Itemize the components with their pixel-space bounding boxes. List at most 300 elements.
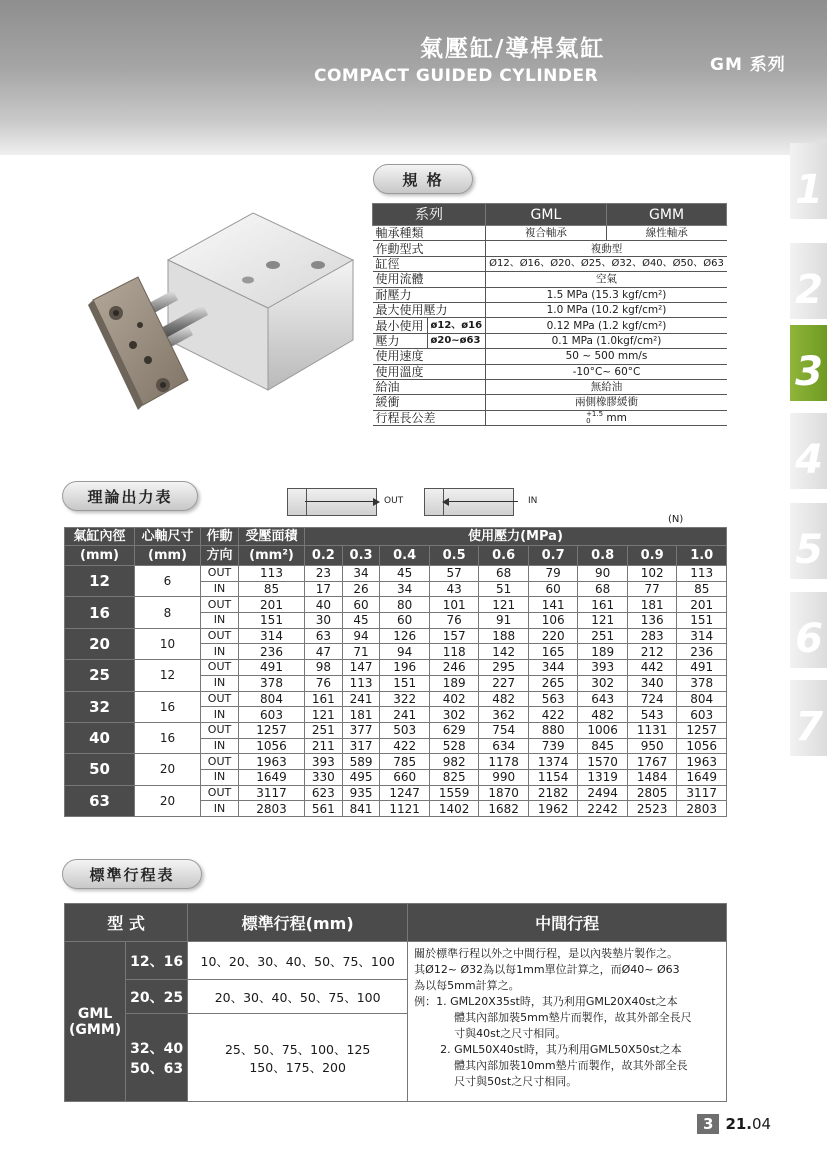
force-row [65, 628, 727, 644]
force-value-cell: 43 [429, 581, 479, 597]
force-value-cell: 1962 [528, 801, 578, 817]
side-tab-5[interactable]: 5 [790, 503, 827, 579]
area-cell: 151 [239, 613, 305, 629]
side-tab-7[interactable]: 7 [790, 680, 827, 756]
page-title-en: COMPACT GUIDED CYLINDER [314, 66, 599, 86]
area-cell: 1963 [239, 754, 305, 770]
force-value-cell: 283 [627, 628, 677, 644]
rod-cell: 8 [135, 597, 201, 628]
force-value-cell: 1682 [479, 801, 529, 817]
area-cell: 236 [239, 644, 305, 660]
force-value-cell: 629 [429, 722, 479, 738]
stroke-values [188, 1014, 408, 1102]
spec-row [373, 395, 727, 410]
force-value-cell: 34 [342, 566, 380, 582]
direction-cell: IN [201, 707, 239, 723]
force-value-cell: 181 [342, 707, 380, 723]
force-value-cell: 47 [305, 644, 343, 660]
out-arrow [305, 501, 373, 502]
force-value-cell: 91 [479, 613, 529, 629]
series-tag: GM 系列 [710, 55, 786, 75]
force-value-cell: 422 [528, 707, 578, 723]
spec-table [372, 203, 727, 426]
note-line: 其Ø12~ Ø32為以每1mm單位計算之，而Ø40~ Ø63 [414, 963, 680, 976]
area-cell: 1257 [239, 722, 305, 738]
force-value-cell: 754 [479, 722, 529, 738]
force-value-cell: 589 [342, 754, 380, 770]
spec-value: 0.1 MPa (1.0kgf/cm²) [486, 333, 727, 348]
force-row [65, 597, 727, 613]
force-value-cell: 94 [380, 644, 430, 660]
spec-header-series: 系列 [373, 204, 486, 226]
force-value-cell: 126 [380, 628, 430, 644]
force-value-cell: 196 [380, 660, 430, 676]
header-pressure-value: 0.6 [479, 546, 529, 566]
direction-cell: IN [201, 581, 239, 597]
rod-cell: 16 [135, 722, 201, 753]
force-value-cell: 845 [578, 738, 628, 754]
force-value-cell: 57 [429, 566, 479, 582]
force-value-cell: 1559 [429, 785, 479, 801]
in-direction-cylinder [424, 488, 514, 516]
bore-cell: 50 [65, 754, 135, 785]
note-line: 寸與40st之尺寸相同。 [454, 1027, 567, 1040]
page-number-main: 21. [725, 1115, 753, 1133]
force-value-cell: 302 [429, 707, 479, 723]
force-value-cell: 314 [677, 628, 727, 644]
force-value-cell: 30 [305, 613, 343, 629]
spec-value: 0.12 MPa (1.2 kgf/cm²) [486, 318, 727, 333]
stroke-bores-line: 50、63 [130, 1060, 184, 1077]
note-line: 例：1. GML20X35st時，其乃利用GML20X40st之本 [414, 995, 678, 1008]
force-row [65, 691, 727, 707]
force-value-cell: 45 [342, 613, 380, 629]
force-value-cell: 71 [342, 644, 380, 660]
force-value-cell: 181 [627, 597, 677, 613]
spec-row [373, 379, 727, 394]
force-value-cell: 528 [429, 738, 479, 754]
spec-row [373, 364, 727, 379]
stroke-model [65, 942, 126, 1102]
force-value-cell: 1374 [528, 754, 578, 770]
force-value-cell: 142 [479, 644, 529, 660]
area-cell: 1056 [239, 738, 305, 754]
area-cell: 378 [239, 675, 305, 691]
force-value-cell: 2182 [528, 785, 578, 801]
out-direction-cylinder [287, 488, 377, 516]
side-tab-3[interactable]: 3 [790, 325, 827, 401]
force-value-cell: 241 [342, 691, 380, 707]
force-value-cell: 151 [380, 675, 430, 691]
force-value-cell: 378 [677, 675, 727, 691]
direction-cell: IN [201, 613, 239, 629]
in-label: IN [528, 496, 538, 506]
spec-label: 給油 [373, 379, 486, 394]
force-value-cell: 804 [677, 691, 727, 707]
rod-cell: 16 [135, 691, 201, 722]
force-value-cell: 188 [479, 628, 529, 644]
spec-header-gml: GML [486, 204, 607, 226]
spec-value: 50 ~ 500 mm/s [486, 349, 727, 364]
force-value-cell: 76 [429, 613, 479, 629]
force-value-cell: 935 [342, 785, 380, 801]
header-pressure-value: 0.7 [528, 546, 578, 566]
spec-section-title: 規 格 [373, 164, 473, 194]
spec-sub-label: ø12、ø16 [427, 318, 486, 333]
force-value-cell: 23 [305, 566, 343, 582]
spec-row [373, 226, 727, 241]
force-row [65, 660, 727, 676]
spec-value: 1.5 MPa (15.3 kgf/cm²) [486, 287, 727, 302]
force-value-cell: 982 [429, 754, 479, 770]
force-value-cell: 317 [342, 738, 380, 754]
stroke-values: 10、20、30、40、50、75、100 [188, 942, 408, 980]
force-value-cell: 76 [305, 675, 343, 691]
force-value-cell: 1963 [677, 754, 727, 770]
spec-row [373, 302, 727, 317]
force-value-cell: 825 [429, 769, 479, 785]
header-pressure-value: 0.9 [627, 546, 677, 566]
force-value-cell: 34 [380, 581, 430, 597]
header-pressure: 使用壓力(MPa) [305, 528, 727, 546]
spec-row [373, 349, 727, 364]
page-number-sub: 04 [752, 1115, 772, 1133]
spec-label: 使用流體 [373, 272, 486, 287]
force-value-cell: 113 [342, 675, 380, 691]
rod-cell: 20 [135, 785, 201, 816]
force-value-cell: 121 [479, 597, 529, 613]
header-pressure-value: 0.8 [578, 546, 628, 566]
out-label: OUT [384, 496, 404, 506]
force-value-cell: 246 [429, 660, 479, 676]
force-value-cell: 1154 [528, 769, 578, 785]
page-section-number: 3 [697, 1114, 719, 1134]
force-row [65, 566, 727, 582]
force-value-cell: 1767 [627, 754, 677, 770]
force-value-cell: 45 [380, 566, 430, 582]
direction-cell: IN [201, 801, 239, 817]
force-value-cell: 77 [627, 581, 677, 597]
spec-value: 空氣 [486, 272, 727, 287]
stroke-bores [126, 1014, 188, 1102]
stroke-table [64, 903, 727, 1102]
force-value-cell: 491 [677, 660, 727, 676]
force-value-cell: 393 [578, 660, 628, 676]
area-cell: 201 [239, 597, 305, 613]
side-tab-2[interactable]: 2 [790, 243, 827, 319]
force-value-cell: 94 [342, 628, 380, 644]
force-value-cell: 1178 [479, 754, 529, 770]
spec-value-tolerance [486, 410, 727, 425]
force-value-cell: 189 [429, 675, 479, 691]
force-value-cell: 295 [479, 660, 529, 676]
force-row [65, 785, 727, 801]
force-value-cell: 265 [528, 675, 578, 691]
force-value-cell: 1006 [578, 722, 628, 738]
note-line: 關於標準行程以外之中間行程，是以內裝墊片製作之。 [414, 947, 679, 960]
spec-label: 壓力 [373, 333, 428, 348]
force-value-cell: 51 [479, 581, 529, 597]
spec-value: 兩側橡膠緩衝 [486, 395, 727, 410]
stroke-header-model: 型 式 [65, 904, 188, 942]
direction-cell: OUT [201, 754, 239, 770]
tolerance-unit: mm [606, 411, 627, 424]
bore-cell: 20 [65, 628, 135, 659]
side-tab-1[interactable]: 1 [790, 143, 827, 219]
force-value-cell: 60 [380, 613, 430, 629]
force-value-cell: 113 [677, 566, 727, 582]
header-pressure-value: 0.3 [342, 546, 380, 566]
bore-cell: 32 [65, 691, 135, 722]
force-section-title: 理論出力表 [62, 481, 198, 511]
spec-row [373, 256, 727, 271]
force-value-cell: 724 [627, 691, 677, 707]
direction-cell: OUT [201, 628, 239, 644]
force-value-cell: 1121 [380, 801, 430, 817]
force-value-cell: 136 [627, 613, 677, 629]
header-rod-unit: (mm) [135, 546, 201, 566]
force-value-cell: 660 [380, 769, 430, 785]
force-value-cell: 362 [479, 707, 529, 723]
direction-cell: OUT [201, 722, 239, 738]
header-pressure-value: 0.5 [429, 546, 479, 566]
spec-value: Ø12、Ø16、Ø20、Ø25、Ø32、Ø40、Ø50、Ø63 [486, 256, 727, 271]
force-value-cell: 26 [342, 581, 380, 597]
force-value-cell: 2242 [578, 801, 628, 817]
force-value-cell: 950 [627, 738, 677, 754]
header-dir-2: 方向 [201, 546, 239, 566]
force-value-cell: 212 [627, 644, 677, 660]
area-cell: 491 [239, 660, 305, 676]
force-value-cell: 236 [677, 644, 727, 660]
force-value-cell: 151 [677, 613, 727, 629]
force-value-cell: 1056 [677, 738, 727, 754]
spec-row [373, 241, 727, 256]
spec-row [373, 410, 727, 425]
header-bore-unit: (mm) [65, 546, 135, 566]
force-value-cell: 1570 [578, 754, 628, 770]
tolerance-plus: +1.5 [586, 409, 604, 418]
force-row [65, 722, 727, 738]
force-value-cell: 106 [528, 613, 578, 629]
force-value-cell: 482 [578, 707, 628, 723]
force-value-cell: 393 [305, 754, 343, 770]
force-value-cell: 68 [479, 566, 529, 582]
stroke-values-line: 25、50、75、100、125 [224, 1041, 371, 1057]
force-value-cell: 79 [528, 566, 578, 582]
note-line: 尺寸與50st之尺寸相同。 [454, 1075, 578, 1088]
force-value-cell: 330 [305, 769, 343, 785]
stroke-values-line: 150、175、200 [249, 1059, 346, 1075]
spec-label: 耐壓力 [373, 287, 486, 302]
stroke-model-name: GML [77, 1005, 113, 1022]
force-value-cell: 85 [677, 581, 727, 597]
note-line: 體其內部加裝5mm墊片而製作，故其外部全長尺 [454, 1011, 692, 1024]
spec-label: 行程長公差 [373, 410, 486, 425]
force-value-cell: 340 [627, 675, 677, 691]
spec-value: 1.0 MPa (10.2 kgf/cm²) [486, 302, 727, 317]
force-value-cell: 90 [578, 566, 628, 582]
force-value-cell: 1257 [677, 722, 727, 738]
spec-label: 軸承種類 [373, 226, 486, 241]
force-value-cell: 227 [479, 675, 529, 691]
rod-cell: 6 [135, 566, 201, 597]
stroke-header-row [65, 904, 727, 942]
force-unit: (N) [668, 514, 684, 525]
note-line: 體其內部加裝10mm墊片而製作，故其外部全長 [454, 1059, 688, 1072]
force-value-cell: 482 [479, 691, 529, 707]
force-value-cell: 63 [305, 628, 343, 644]
force-value-cell: 1247 [380, 785, 430, 801]
area-cell: 804 [239, 691, 305, 707]
force-value-cell: 98 [305, 660, 343, 676]
force-value-cell: 165 [528, 644, 578, 660]
direction-cell: IN [201, 769, 239, 785]
stroke-bores-line: 32、40 [130, 1040, 184, 1057]
direction-cell: OUT [201, 566, 239, 582]
force-value-cell: 1131 [627, 722, 677, 738]
header-area-unit: (mm²) [239, 546, 305, 566]
direction-cell: OUT [201, 785, 239, 801]
force-value-cell: 2805 [627, 785, 677, 801]
force-value-cell: 161 [305, 691, 343, 707]
header-bore: 氣缸內徑 [65, 528, 135, 546]
force-value-cell: 251 [578, 628, 628, 644]
force-value-cell: 161 [578, 597, 628, 613]
rod-cell: 12 [135, 660, 201, 691]
page-title-cn: 氣壓缸/導桿氣缸 [420, 36, 606, 62]
force-value-cell: 1870 [479, 785, 529, 801]
header-rod: 心軸尺寸 [135, 528, 201, 546]
note-line: 為以每5mm計算之。 [414, 979, 520, 992]
in-arrow-head-icon [442, 498, 449, 506]
header-dir: 作動 [201, 528, 239, 546]
stroke-bores: 12、16 [126, 942, 188, 980]
force-row [65, 754, 727, 770]
force-value-cell: 563 [528, 691, 578, 707]
force-value-cell: 17 [305, 581, 343, 597]
stroke-model-name-2: (GMM) [69, 1021, 122, 1038]
force-value-cell: 785 [380, 754, 430, 770]
bore-cell: 16 [65, 597, 135, 628]
direction-cell: IN [201, 644, 239, 660]
spec-value: 無給油 [486, 379, 727, 394]
force-value-cell: 344 [528, 660, 578, 676]
stroke-section-title: 標準行程表 [62, 859, 202, 889]
force-value-cell: 623 [305, 785, 343, 801]
header-pressure-value: 0.2 [305, 546, 343, 566]
force-value-cell: 302 [578, 675, 628, 691]
force-value-cell: 2494 [578, 785, 628, 801]
spec-value: 複合軸承 [486, 226, 607, 241]
force-value-cell: 634 [479, 738, 529, 754]
force-value-cell: 147 [342, 660, 380, 676]
force-value-cell: 189 [578, 644, 628, 660]
side-tab-4[interactable]: 4 [790, 413, 827, 489]
force-value-cell: 402 [429, 691, 479, 707]
spec-row [373, 333, 727, 348]
force-value-cell: 1402 [429, 801, 479, 817]
force-value-cell: 102 [627, 566, 677, 582]
force-value-cell: 841 [342, 801, 380, 817]
force-value-cell: 442 [627, 660, 677, 676]
force-value-cell: 2523 [627, 801, 677, 817]
force-table [64, 527, 727, 817]
force-value-cell: 241 [380, 707, 430, 723]
force-value-cell: 503 [380, 722, 430, 738]
force-value-cell: 377 [342, 722, 380, 738]
rod-cell: 20 [135, 754, 201, 785]
force-value-cell: 422 [380, 738, 430, 754]
direction-cell: OUT [201, 597, 239, 613]
force-value-cell: 40 [305, 597, 343, 613]
force-value-cell: 603 [677, 707, 727, 723]
bore-cell: 63 [65, 785, 135, 816]
force-value-cell: 1649 [677, 769, 727, 785]
spec-label: 最小使用 [373, 318, 428, 333]
spec-row [373, 318, 727, 333]
force-value-cell: 141 [528, 597, 578, 613]
spec-label: 使用溫度 [373, 364, 486, 379]
force-value-cell: 211 [305, 738, 343, 754]
force-value-cell: 880 [528, 722, 578, 738]
side-tab-6[interactable]: 6 [790, 592, 827, 668]
force-value-cell: 251 [305, 722, 343, 738]
header-pressure-value: 0.4 [380, 546, 430, 566]
force-value-cell: 157 [429, 628, 479, 644]
area-cell: 3117 [239, 785, 305, 801]
force-value-cell: 68 [578, 581, 628, 597]
stroke-row [65, 942, 727, 980]
direction-cell: IN [201, 738, 239, 754]
spec-row [373, 287, 727, 302]
tolerance-minus: 0 [586, 416, 591, 425]
force-value-cell: 1319 [578, 769, 628, 785]
spec-value: 線性軸承 [606, 226, 727, 241]
spec-row [373, 272, 727, 287]
force-value-cell: 739 [528, 738, 578, 754]
force-value-cell: 118 [429, 644, 479, 660]
force-value-cell: 543 [627, 707, 677, 723]
spec-label: 緩衝 [373, 395, 486, 410]
force-header-row-2 [65, 546, 727, 566]
force-value-cell: 643 [578, 691, 628, 707]
bore-cell: 12 [65, 566, 135, 597]
spec-header-gmm: GMM [606, 204, 727, 226]
spec-label: 使用速度 [373, 349, 486, 364]
area-cell: 2803 [239, 801, 305, 817]
force-value-cell: 322 [380, 691, 430, 707]
cylinder-product-image [78, 205, 358, 435]
force-value-cell: 80 [380, 597, 430, 613]
spec-label: 作動型式 [373, 241, 486, 256]
force-value-cell: 101 [429, 597, 479, 613]
bore-cell: 40 [65, 722, 135, 753]
out-arrow-head-icon [373, 498, 380, 506]
force-value-cell: 495 [342, 769, 380, 785]
header-pressure-value: 1.0 [677, 546, 727, 566]
area-cell: 85 [239, 581, 305, 597]
force-value-cell: 60 [342, 597, 380, 613]
force-value-cell: 201 [677, 597, 727, 613]
area-cell: 603 [239, 707, 305, 723]
spec-value: 複動型 [486, 241, 727, 256]
area-cell: 1649 [239, 769, 305, 785]
stroke-header-middle: 中間行程 [408, 904, 727, 942]
direction-cell: OUT [201, 691, 239, 707]
note-line: 2. GML50X40st時，其乃利用GML50X50st之本 [440, 1043, 682, 1056]
force-header-row [65, 528, 727, 546]
